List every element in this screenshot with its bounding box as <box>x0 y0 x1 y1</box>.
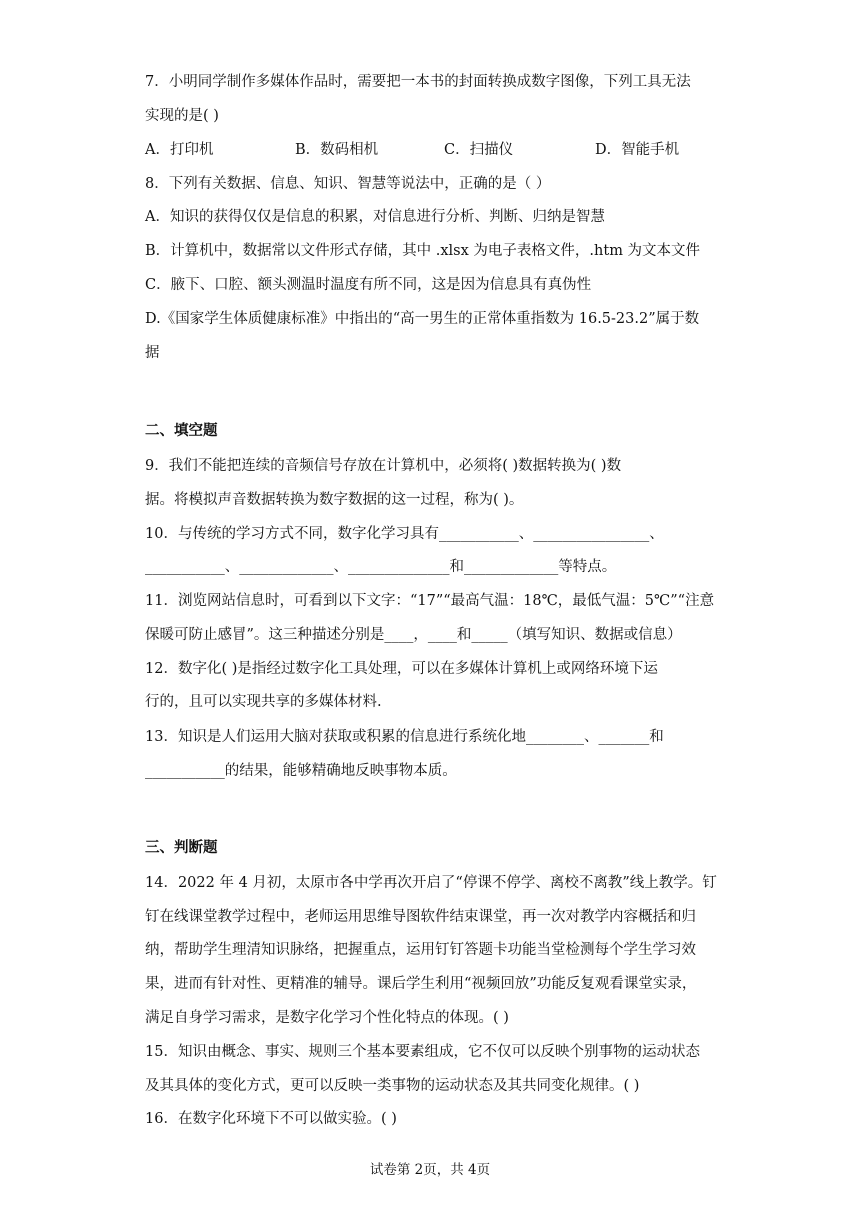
q9-line1: 9．我们不能把连续的音频信号存放在计算机中，必须将( )数据转换为( )数 <box>145 458 622 474</box>
section-title-true-false: 三、判断题 <box>145 839 218 856</box>
q11-line2: 保暖可防止感冒”。这三种描述分别是____，____和_____（填写知识、数据或信息） <box>145 627 682 643</box>
page-footer: 试卷第 2页，共 4页 <box>369 1162 491 1178</box>
q7-stem-line1: 7．小明同学制作多媒体作品时，需要把一本书的封面转换成数字图像，下列工具无法 <box>145 74 691 90</box>
q12-line1: 12．数字化( )是指经过数字化工具处理，可以在多媒体计算机上或网络环境下运 <box>145 661 658 677</box>
section-title-fill-in: 二、填空题 <box>145 422 218 439</box>
q13-line2: ___________的结果，能够精确地反映事物本质。 <box>145 763 457 779</box>
q16-line1: 16．在数字化环境下不可以做实验。( ) <box>145 1111 397 1127</box>
q13-line1: 13．知识是人们运用大脑对获取或积累的信息进行系统化地________、_______和 <box>145 729 664 745</box>
q15-line1: 15．知识由概念、事实、规则三个基本要素组成，它不仅可以反映个别事物的运动状态 <box>145 1044 700 1060</box>
q7-option-b: B．数码相机 <box>295 142 379 158</box>
q7-stem-line2: 实现的是( ) <box>145 108 219 124</box>
q7-option-c: C．扫描仪 <box>444 142 514 158</box>
q8-option-a: A．知识的获得仅仅是信息的积累，对信息进行分析、判断、归纳是智慧 <box>145 209 605 225</box>
q8-option-d-line2: 据 <box>145 345 160 361</box>
q10-line2: ___________、_____________、______________和_____________等特点。 <box>145 559 617 575</box>
q10-line1: 10．与传统的学习方式不同，数字化学习具有___________、________________、 <box>145 526 664 542</box>
q8-stem: 8．下列有关数据、信息、知识、智慧等说法中，正确的是（ ） <box>145 176 551 192</box>
q14-line3: 纳，帮助学生理清知识脉络，把握重点，运用钉钉答题卡功能当堂检测每个学生学习效 <box>145 942 696 958</box>
q14-line4: 果，进而有针对性、更精准的辅导。课后学生利用“视频回放”功能反复观看课堂实录， <box>145 976 697 992</box>
q14-line2: 钉在线课堂教学过程中，老师运用思维导图软件结束课堂，再一次对教学内容概括和归 <box>145 909 696 925</box>
q14-line5: 满足自身学习需求，是数字化学习个性化特点的体现。( ) <box>145 1010 509 1026</box>
q11-line1: 11．浏览网站信息时，可看到以下文字：“17”“最高气温：18℃，最低气温：5℃”“注意 <box>145 593 715 609</box>
q8-option-b: B．计算机中，数据常以文件形式存储，其中 .xlsx 为电子表格文件，.htm 为文本文件 <box>145 243 701 259</box>
q8-option-c: C．腋下、口腔、额头测温时温度有所不同，这是因为信息具有真伪性 <box>145 277 592 293</box>
q7-option-d: D．智能手机 <box>595 142 680 158</box>
q12-line2: 行的，且可以实现共享的多媒体材料. <box>145 694 382 710</box>
q7-option-a: A．打印机 <box>145 142 214 158</box>
q9-line2: 据。将模拟声音数据转换为数字数据的这一过程，称为( )。 <box>145 492 524 508</box>
q8-option-d-line1: D.《国家学生体质健康标准》中指出的“高一男生的正常体重指数为 16.5-23.2”属于数 <box>145 311 700 327</box>
q15-line2: 及其具体的变化方式，更可以反映一类事物的运动状态及其共同变化规律。( ) <box>145 1078 640 1094</box>
q14-line1: 14．2022 年 4 月初，太原市各中学再次开启了“停课不停学、离校不离教”线上教学。钉 <box>145 875 717 891</box>
